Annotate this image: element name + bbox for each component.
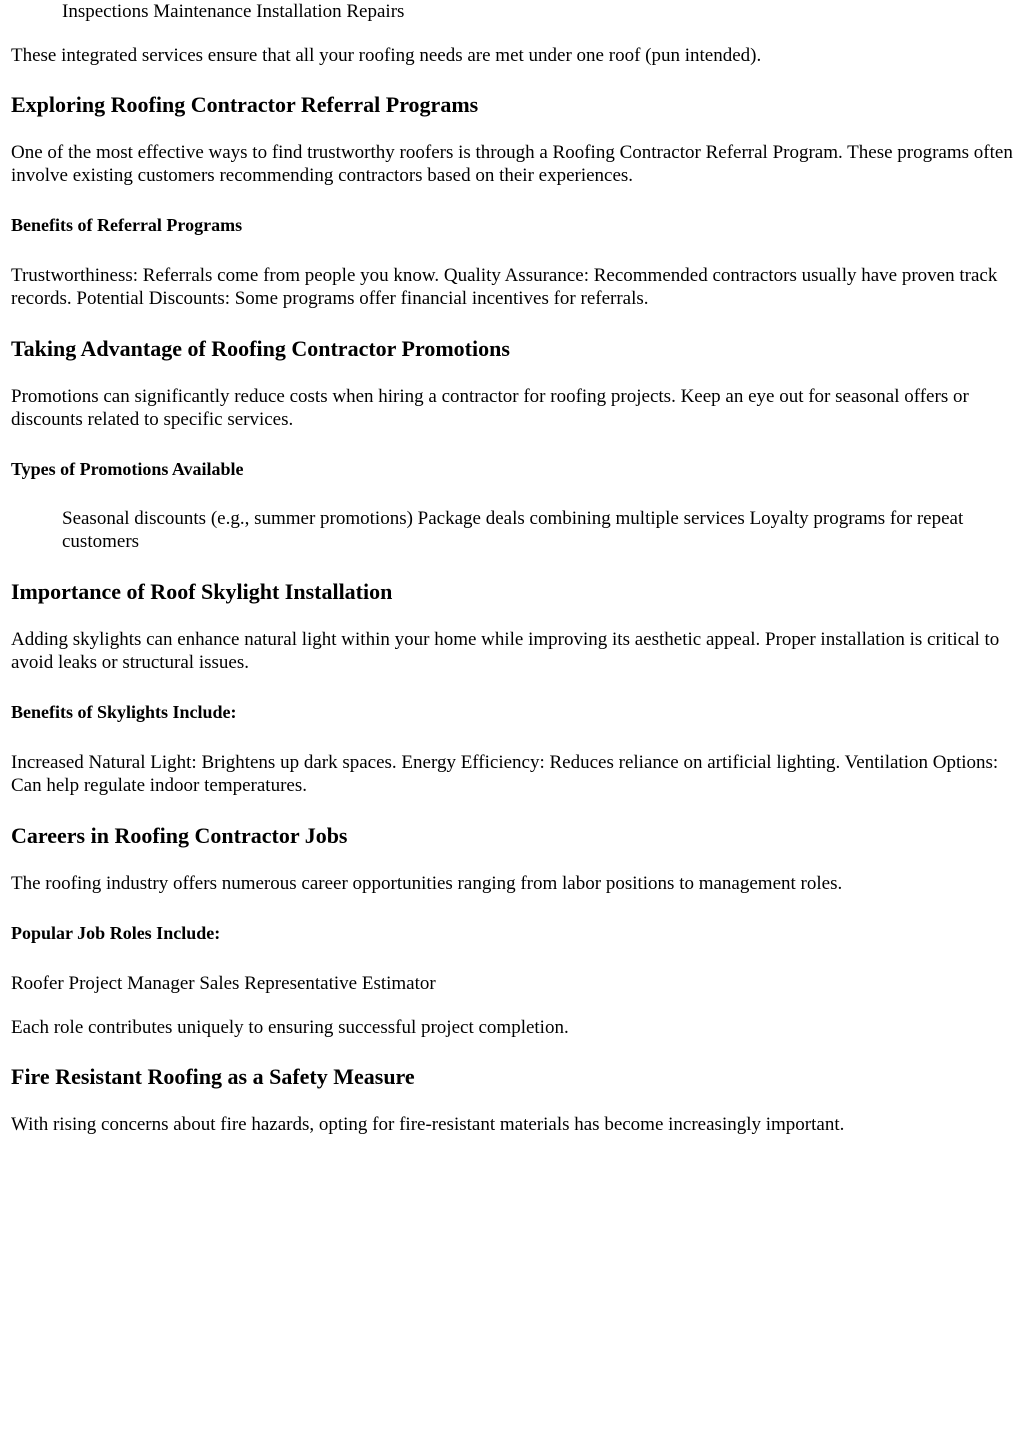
careers-closing-paragraph: Each role contributes uniquely to ensuring successful project completion. xyxy=(11,1017,569,1038)
services-list: Inspections Maintenance Installation Repairs xyxy=(62,1,405,22)
skylight-heading: Importance of Roof Skylight Installation xyxy=(11,579,393,604)
promotions-heading: Taking Advantage of Roofing Contractor Promotions xyxy=(11,336,510,361)
promotions-paragraph: Promotions can significantly reduce costs when hiring a contractor for roofing projects. Keep an eye out for seasonal offers or discounts related to specific services. xyxy=(11,386,969,430)
referral-paragraph: One of the most effective ways to find trustworthy roofers is through a Roofing Contractor Referral Program. These programs often involve existing customers recommending contractors based on their experiences. xyxy=(11,142,1013,186)
referral-benefits-subheading: Benefits of Referral Programs xyxy=(11,215,243,235)
promotion-types-subheading: Types of Promotions Available xyxy=(11,459,244,479)
referral-heading: Exploring Roofing Contractor Referral Programs xyxy=(11,92,479,117)
fire-resistant-paragraph: With rising concerns about fire hazards, opting for fire-resistant materials has become increasingly important. xyxy=(11,1114,845,1135)
careers-heading: Careers in Roofing Contractor Jobs xyxy=(11,823,348,848)
referral-benefits-list: Trustworthiness: Referrals come from people you know. Quality Assurance: Recommended contractors usually have proven track records. Potential Discounts: Some programs offer financial incentives for referrals. xyxy=(11,265,998,309)
integrated-services-paragraph: These integrated services ensure that all your roofing needs are met under one roof (pun intended). xyxy=(11,45,762,66)
skylight-benefits-subheading: Benefits of Skylights Include: xyxy=(11,702,237,722)
job-roles-subheading: Popular Job Roles Include: xyxy=(11,923,221,943)
skylight-paragraph: Adding skylights can enhance natural light within your home while improving its aesthetic appeal. Proper installation is critical to avoid leaks or structural issues. xyxy=(11,629,1000,673)
skylight-benefits-list: Increased Natural Light: Brightens up dark spaces. Energy Efficiency: Reduces reliance on artificial lighting. Ventilation Options: Can help regulate indoor temperatures. xyxy=(11,752,999,796)
fire-resistant-heading: Fire Resistant Roofing as a Safety Measure xyxy=(11,1064,415,1089)
careers-paragraph: The roofing industry offers numerous career opportunities ranging from labor positions to management roles. xyxy=(11,873,843,894)
promotion-types-list: Seasonal discounts (e.g., summer promotions) Package deals combining multiple services Loyalty programs for repeat customers xyxy=(62,508,964,552)
job-roles-list: Roofer Project Manager Sales Representative Estimator xyxy=(11,973,436,994)
